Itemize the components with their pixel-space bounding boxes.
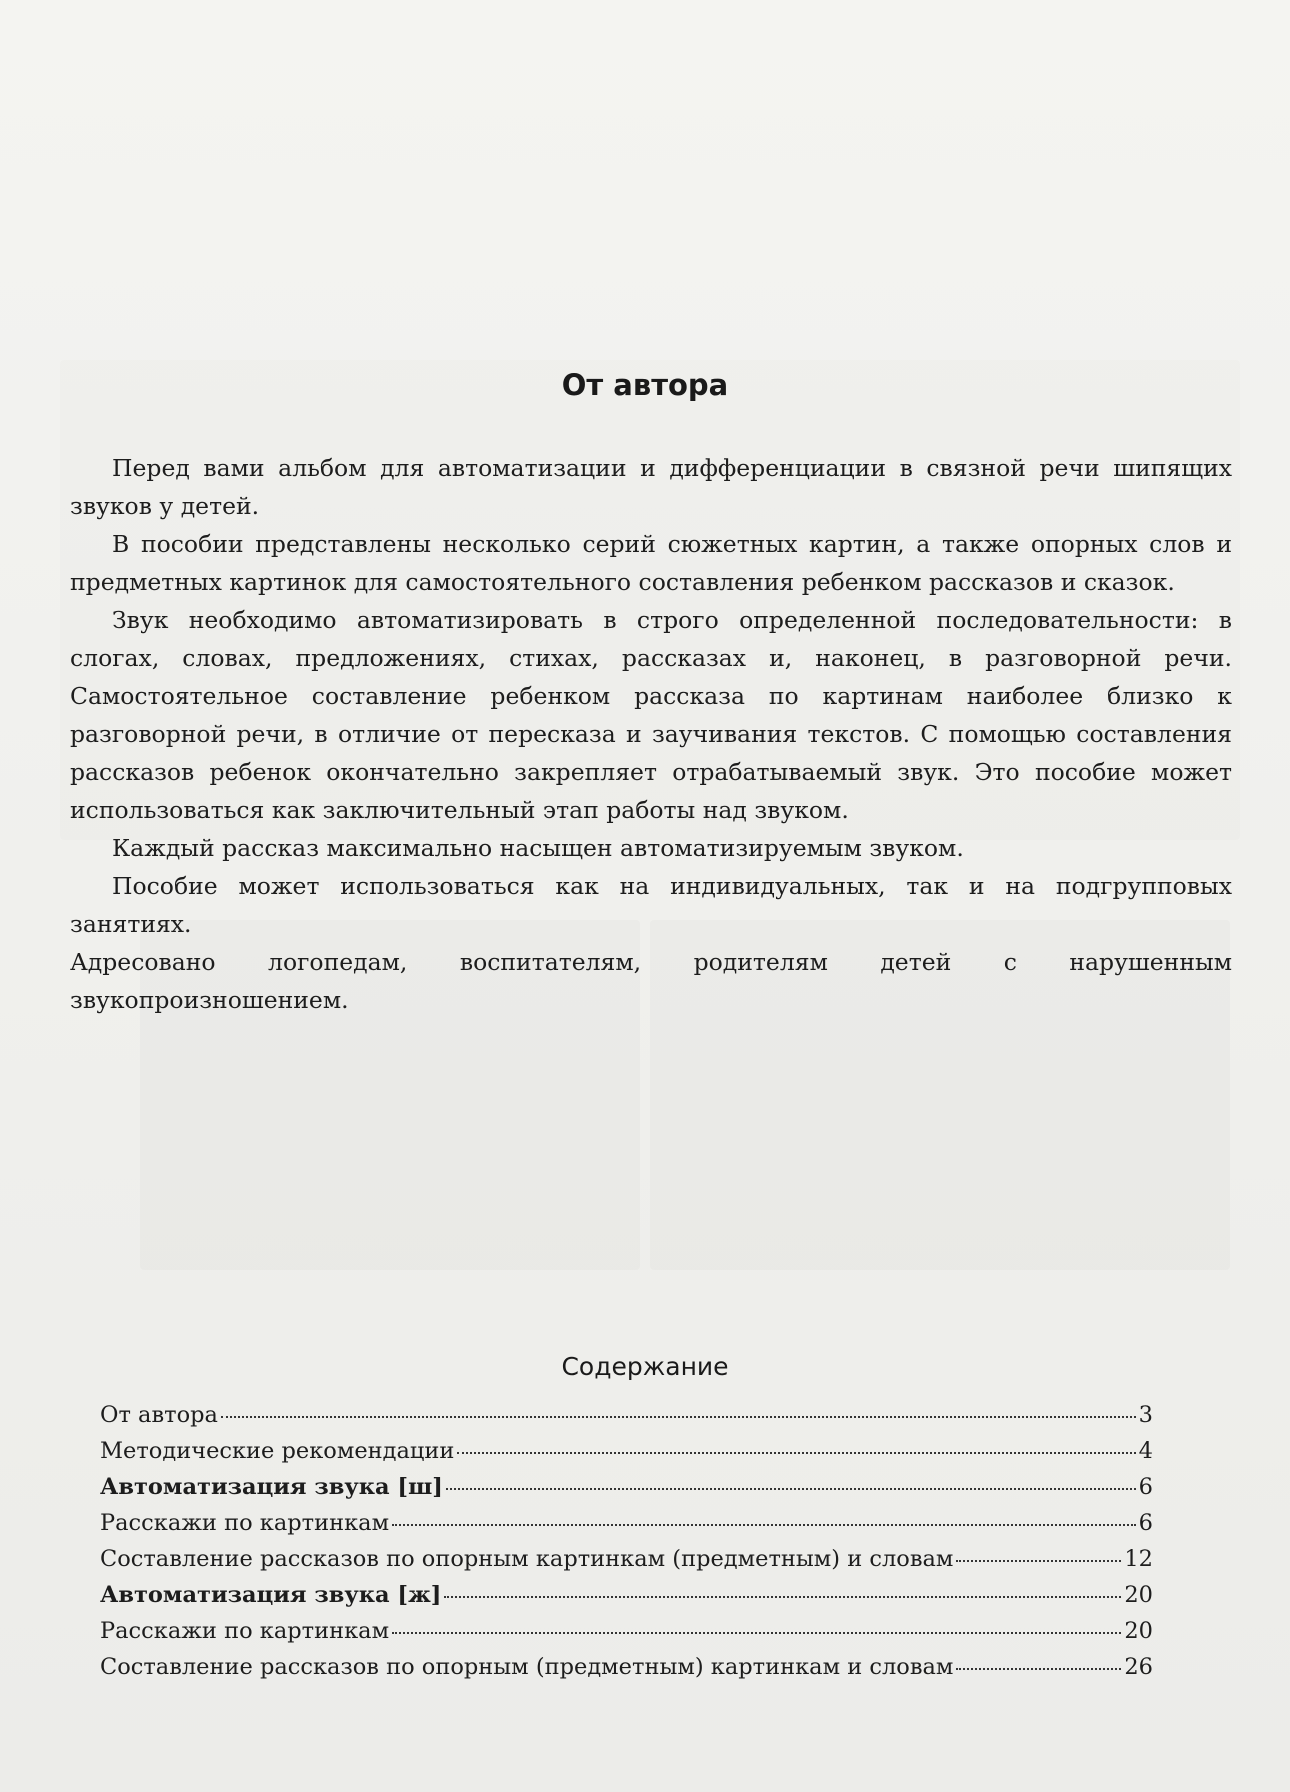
intro-paragraph: Каждый рассказ максимально насыщен автоматизируемым звуком. bbox=[112, 834, 964, 862]
toc-page-number: 4 bbox=[1138, 1438, 1153, 1464]
toc-page-number: 6 bbox=[1138, 1474, 1153, 1500]
toc-entry[interactable] bbox=[100, 1402, 1153, 1438]
toc-entry-label: Автоматизация звука [ж] bbox=[100, 1582, 442, 1608]
toc-entry[interactable] bbox=[100, 1474, 1153, 1510]
toc-entry-label: Расскажи по картинкам bbox=[100, 1618, 390, 1644]
toc-entry[interactable] bbox=[100, 1582, 1153, 1618]
toc-page-number: 26 bbox=[1124, 1654, 1153, 1680]
toc-page-number: 12 bbox=[1124, 1546, 1153, 1572]
toc-page-number: 3 bbox=[1138, 1402, 1153, 1428]
toc-entry-label: Автоматизация звука [ш] bbox=[100, 1474, 443, 1500]
toc-leader-dots bbox=[392, 1524, 1136, 1526]
toc-page-number: 20 bbox=[1124, 1618, 1153, 1644]
table-of-contents bbox=[100, 1402, 1153, 1690]
toc-entry-label: Составление рассказов по опорным картинкам (предметным) и словам bbox=[100, 1546, 954, 1572]
toc-entry[interactable] bbox=[100, 1438, 1153, 1474]
toc-entry[interactable] bbox=[100, 1618, 1153, 1654]
toc-entry-label: Методические рекомендации bbox=[100, 1438, 455, 1464]
toc-leader-dots bbox=[956, 1560, 1121, 1562]
toc-entry-label: От автора bbox=[100, 1402, 218, 1428]
toc-page-number: 20 bbox=[1124, 1582, 1153, 1608]
toc-entry[interactable] bbox=[100, 1654, 1153, 1690]
toc-entry-label: Расскажи по картинкам bbox=[100, 1510, 390, 1536]
toc-leader-dots bbox=[446, 1488, 1136, 1490]
intro-text bbox=[70, 449, 1232, 1019]
intro-paragraph: Перед вами альбом для автоматизации и дифференциации в связной речи шипящих звуков у детей. bbox=[70, 454, 1232, 520]
toc-entry[interactable] bbox=[100, 1546, 1153, 1582]
toc-leader-dots bbox=[444, 1596, 1121, 1598]
toc-leader-dots bbox=[956, 1668, 1121, 1670]
intro-paragraph: Пособие может использоваться как на индивидуальных, так и на подгрупповых занятиях. bbox=[70, 872, 1232, 938]
intro-paragraph: В пособии представлены несколько серий сюжетных картин, а также опорных слов и предметных картинок для самостоятельного составления ребенком рассказов и сказок. bbox=[70, 530, 1232, 596]
toc-leader-dots bbox=[457, 1452, 1135, 1454]
toc-entry-label: Составление рассказов по опорным (предметным) картинкам и словам bbox=[100, 1654, 954, 1680]
toc-entry[interactable] bbox=[100, 1510, 1153, 1546]
intro-paragraph: Звук необходимо автоматизировать в строго определенной последовательности: в слогах, словах, предложениях, стихах, рассказах и, наконец, в разговорной речи. Самостоятельное составление ребенком рассказа по картинам наиболее близко к разговорной речи, в отличие от пересказа и заучивания текстов. С помощью составления рассказов ребенок окончательно закрепляет отрабатываемый звук. Это пособие может использоваться как заключительный этап работы над звуком. bbox=[70, 606, 1232, 824]
intro-closing-line: Адресовано логопедам, воспитателям, родителям детей с нарушенным звукопроизношением. bbox=[70, 948, 1232, 1014]
toc-page-number: 6 bbox=[1138, 1510, 1153, 1536]
toc-leader-dots bbox=[221, 1416, 1136, 1418]
toc-leader-dots bbox=[392, 1632, 1121, 1634]
contents-title: Содержание bbox=[561, 1352, 729, 1381]
section-title: От автора bbox=[561, 368, 729, 402]
